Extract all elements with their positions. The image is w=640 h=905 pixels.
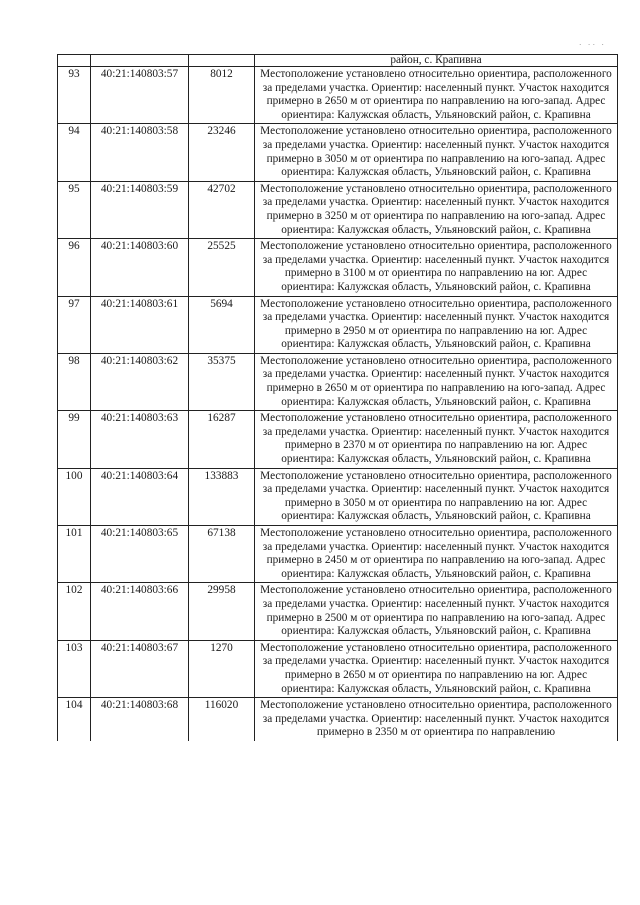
table-row (58, 698, 618, 741)
cell-area: 8012 (189, 67, 255, 124)
cell-location: Местоположение установлено относительно ориентира, расположенного за пределами участка. Ориентир: населенный пункт. Участок находится примерно в 2450 м от ориентира по направлению на юго-запад. Адрес ориентира: Калужская область, Ульяновский район, с. Крапивна (255, 526, 618, 583)
cell-cadastral: 40:21:140803:68 (91, 698, 189, 741)
cell-cadastral: 40:21:140803:61 (91, 296, 189, 353)
cell-area: 5694 (189, 296, 255, 353)
cell-number: 104 (58, 698, 91, 741)
cell-number: 94 (58, 124, 91, 181)
table-row (58, 526, 618, 583)
cell-number: 96 (58, 239, 91, 296)
cell-location: Местоположение установлено относительно ориентира, расположенного за пределами участка. Ориентир: населенный пункт. Участок находится примерно в 2500 м от ориентира по направлению на юго-запад. Адрес ориентира: Калужская область, Ульяновский район, с. Крапивна (255, 583, 618, 640)
cell-number: 97 (58, 296, 91, 353)
table-row (58, 181, 618, 238)
cell-area: 29958 (189, 583, 255, 640)
cell-area: 25525 (189, 239, 255, 296)
cell-cadastral: 40:21:140803:59 (91, 181, 189, 238)
cell-cadastral: 40:21:140803:65 (91, 526, 189, 583)
cell-location: Местоположение установлено относительно ориентира, расположенного за пределами участка. Ориентир: населенный пункт. Участок находится примерно в 3250 м от ориентира по направлению на юго-запад. Адрес ориентира: Калужская область, Ульяновский район, с. Крапивна (255, 181, 618, 238)
cell-cadastral: 40:21:140803:63 (91, 411, 189, 468)
cell-area: 16287 (189, 411, 255, 468)
cell-cadastral: 40:21:140803:66 (91, 583, 189, 640)
cell-number: 95 (58, 181, 91, 238)
table-row-continued (58, 55, 618, 67)
cell-number: 98 (58, 353, 91, 410)
cell-area: 133883 (189, 468, 255, 525)
cell-number (58, 55, 91, 67)
table-body (58, 55, 618, 741)
cell-location: Местоположение установлено относительно ориентира, расположенного за пределами участка. Ориентир: населенный пункт. Участок находится примерно в 2650 м от ориентира по направлению на юго-запад. Адрес ориентира: Калужская область, Ульяновский район, с. Крапивна (255, 67, 618, 124)
cell-number: 100 (58, 468, 91, 525)
table-row (58, 583, 618, 640)
cell-area (189, 55, 255, 67)
cell-cadastral: 40:21:140803:67 (91, 640, 189, 697)
cell-area: 42702 (189, 181, 255, 238)
cell-location: Местоположение установлено относительно ориентира, расположенного за пределами участка. Ориентир: населенный пункт. Участок находится примерно в 2370 м от ориентира по направлению на юг. Адрес ориентира: Калужская область, Ульяновский район, с. Крапивна (255, 411, 618, 468)
cell-location: Местоположение установлено относительно ориентира, расположенного за пределами участка. Ориентир: населенный пункт. Участок находится примерно в 2950 м от ориентира по направлению на юг. Адрес ориентира: Калужская область, Ульяновский район, с. Крапивна (255, 296, 618, 353)
cell-area: 35375 (189, 353, 255, 410)
cell-number: 102 (58, 583, 91, 640)
cell-number: 103 (58, 640, 91, 697)
cell-location: район, с. Крапивна (255, 55, 618, 67)
cell-location: Местоположение установлено относительно ориентира, расположенного за пределами участка. Ориентир: населенный пункт. Участок находится примерно в 3050 м от ориентира по направлению на юго-запад. Адрес ориентира: Калужская область, Ульяновский район, с. Крапивна (255, 124, 618, 181)
cell-area: 23246 (189, 124, 255, 181)
cell-cadastral: 40:21:140803:64 (91, 468, 189, 525)
table-row (58, 640, 618, 697)
cell-cadastral: 40:21:140803:57 (91, 67, 189, 124)
cell-number: 93 (58, 67, 91, 124)
table-row (58, 67, 618, 124)
land-plot-table (57, 54, 618, 741)
cell-area: 1270 (189, 640, 255, 697)
table-row (58, 124, 618, 181)
cell-cadastral: 40:21:140803:58 (91, 124, 189, 181)
cell-location: Местоположение установлено относительно ориентира, расположенного за пределами участка. Ориентир: населенный пункт. Участок находится примерно в 2350 м от ориентира по направлению (255, 698, 618, 741)
cell-area: 116020 (189, 698, 255, 741)
scan-mark: · ·· · (578, 40, 606, 49)
table-row (58, 468, 618, 525)
table-row (58, 239, 618, 296)
cell-location: Местоположение установлено относительно ориентира, расположенного за пределами участка. Ориентир: населенный пункт. Участок находится примерно в 3050 м от ориентира по направлению на юг. Адрес ориентира: Калужская область, Ульяновский район, с. Крапивна (255, 468, 618, 525)
cell-location: Местоположение установлено относительно ориентира, расположенного за пределами участка. Ориентир: населенный пункт. Участок находится примерно в 3100 м от ориентира по направлению на юг. Адрес ориентира: Калужская область, Ульяновский район, с. Крапивна (255, 239, 618, 296)
table-row (58, 411, 618, 468)
table-row (58, 353, 618, 410)
cell-area: 67138 (189, 526, 255, 583)
table-row (58, 296, 618, 353)
cell-location: Местоположение установлено относительно ориентира, расположенного за пределами участка. Ориентир: населенный пункт. Участок находится примерно в 2650 м от ориентира по направлению на юг. Адрес ориентира: Калужская область, Ульяновский район, с. Крапивна (255, 640, 618, 697)
cell-number: 99 (58, 411, 91, 468)
cell-number: 101 (58, 526, 91, 583)
cell-cadastral: 40:21:140803:60 (91, 239, 189, 296)
cell-location: Местоположение установлено относительно ориентира, расположенного за пределами участка. Ориентир: населенный пункт. Участок находится примерно в 2650 м от ориентира по направлению на юго-запад. Адрес ориентира: Калужская область, Ульяновский район, с. Крапивна (255, 353, 618, 410)
cell-cadastral (91, 55, 189, 67)
cell-cadastral: 40:21:140803:62 (91, 353, 189, 410)
